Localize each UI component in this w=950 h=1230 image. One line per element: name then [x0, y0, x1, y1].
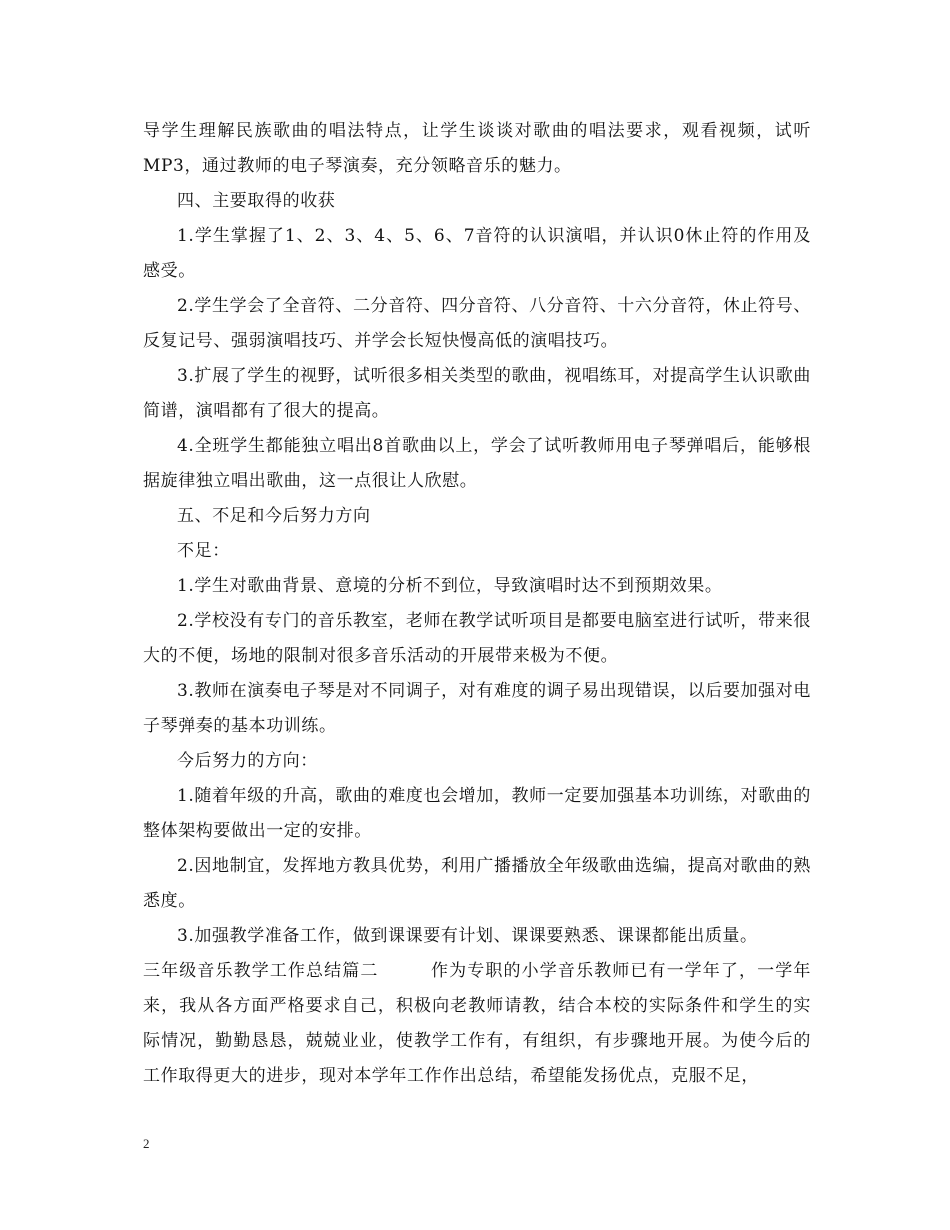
direction-item-1: 1.随着年级的升高，歌曲的难度也会增加，教师一定要加强基本功训练，对歌曲的整体架构要做出一定的安排。 [143, 786, 811, 841]
direction-item-3: 3.加强教学准备工作，做到课课要有计划、课课要熟悉、课课都能出质量。 [177, 926, 758, 946]
document-body [143, 114, 811, 1094]
section-heading-shortcomings: 五、不足和今后努力方向 [177, 506, 371, 526]
page-number: 2 [143, 1136, 150, 1151]
paragraph-continuation: 导学生理解民族歌曲的唱法特点，让学生谈谈对歌曲的唱法要求，观看视频，试听MP3，通过教师的电子琴演奏，充分领略音乐的魅力。 [143, 121, 811, 176]
gain-item-2: 2.学生学会了全音符、二分音符、四分音符、八分音符、十六分音符，休止符号、反复记号、强弱演唱技巧、并学会长短快慢高低的演唱技巧。 [143, 296, 811, 351]
shortcoming-item-3: 3.教师在演奏电子琴是对不同调子，对有难度的调子易出现错误，以后要加强对电子琴弹奏的基本功训练。 [143, 681, 811, 736]
direction-item-2: 2.因地制宜，发挥地方教具优势，利用广播播放全年级歌曲选编，提高对歌曲的熟悉度。 [143, 856, 811, 911]
gain-item-3: 3.扩展了学生的视野，试听很多相关类型的歌曲，视唱练耳，对提高学生认识歌曲简谱，演唱都有了很大的提高。 [143, 366, 811, 421]
subheading-future-direction: 今后努力的方向： [177, 751, 318, 771]
gain-item-4: 4.全班学生都能独立唱出8首歌曲以上，学会了试听教师用电子琴弹唱后，能够根据旋律独立唱出歌曲，这一点很让人欣慰。 [143, 436, 811, 491]
gain-item-1: 1.学生掌握了1、2、3、4、5、6、7音符的认识演唱，并认识0休止符的作用及感受。 [143, 226, 811, 281]
shortcoming-item-1: 1.学生对歌曲背景、意境的分析不到位，导致演唱时达不到预期效果。 [177, 576, 723, 596]
shortcoming-item-2: 2.学校没有专门的音乐教室，老师在教学试听项目是都要电脑室进行试听，带来很大的不便，场地的限制对很多音乐活动的开展带来极为不便。 [143, 611, 811, 666]
section-two-heading: 三年级音乐教学工作总结篇二 [143, 961, 379, 981]
section-heading-gains: 四、主要取得的收获 [177, 191, 336, 211]
subheading-shortcomings: 不足： [177, 541, 230, 561]
section-two-paragraph [143, 954, 811, 1094]
section-two-body: 作为专职的小学音乐教师已有一学年了，一学年来，我从各方面严格要求自己，积极向老教师请教，结合本校的实际条件和学生的实际情况，勤勤恳恳，兢兢业业，使教学工作有，有组织，有步骤地开展。为使今后的工作取得更大的进步，现对本学年工作作出总结，希望能发扬优点，克服不足， [143, 961, 811, 1086]
